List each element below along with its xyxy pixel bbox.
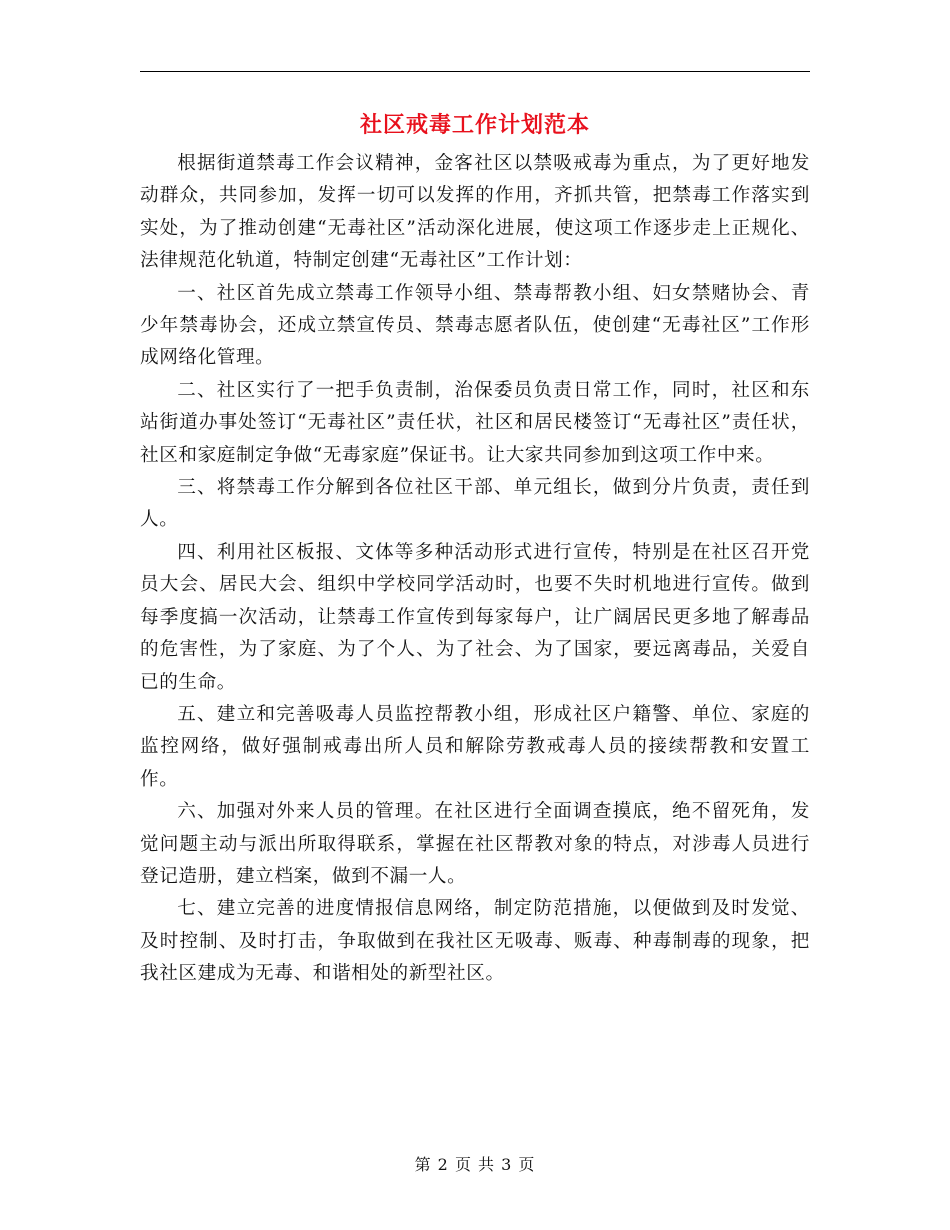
- document-title: 社区戒毒工作计划范本: [359, 112, 590, 138]
- document-body: [140, 148, 810, 991]
- page-number: 第 2 页 共 3 页: [414, 1155, 536, 1174]
- paragraph-item-4: 四、利用社区板报、文体等多种活动形式进行宣传，特别是在社区召开党员大会、居民大会、组织中学校同学活动时，也要不失时机地进行宣传。做到每季度搞一次活动，让禁毒工作宣传到每家每户，让广阔居民更多地了解毒品的危害性，为了家庭、为了个人、为了社会、为了国家，要远离毒品，关爱自已的生命。: [140, 541, 810, 693]
- paragraph-item-1: 一、社区首先成立禁毒工作领导小组、禁毒帮教小组、妇女禁赌协会、青少年禁毒协会，还成立禁宣传员、禁毒志愿者队伍，使创建“无毒社区”工作形成网络化管理。: [140, 282, 810, 369]
- paragraph-item-5: 五、建立和完善吸毒人员监控帮教小组，形成社区户籍警、单位、家庭的监控网络，做好强制戒毒出所人员和解除劳教戒毒人员的接续帮教和安置工作。: [140, 703, 810, 790]
- paragraph-item-2: 二、社区实行了一把手负责制，治保委员负责日常工作，同时，社区和东站街道办事处签订“无毒社区”责任状，社区和居民楼签订“无毒社区”责任状，社区和家庭制定争做“无毒家庭”保证书。让大家共同参加到这项工作中来。: [140, 379, 810, 466]
- header-rule: [140, 71, 810, 72]
- paragraph-item-7: 七、建立完善的进度情报信息网络，制定防范措施，以便做到及时发觉、及时控制、及时打击，争取做到在我社区无吸毒、贩毒、种毒制毒的现象，把我社区建成为无毒、和谐相处的新型社区。: [140, 898, 810, 985]
- paragraph-intro: 根据街道禁毒工作会议精神，金客社区以禁吸戒毒为重点，为了更好地发动群众，共同参加，发挥一切可以发挥的作用，齐抓共管，把禁毒工作落实到实处，为了推动创建“无毒社区”活动深化进展，使这项工作逐步走上正规化、法律规范化轨道，特制定创建“无毒社区”工作计划：: [140, 153, 810, 272]
- paragraph-item-3: 三、将禁毒工作分解到各位社区干部、单元组长，做到分片负责，责任到人。: [140, 477, 810, 531]
- paragraph-item-6: 六、加强对外来人员的管理。在社区进行全面调查摸底，绝不留死角，发觉问题主动与派出所取得联系，掌握在社区帮教对象的特点，对涉毒人员进行登记造册，建立档案，做到不漏一人。: [140, 801, 810, 887]
